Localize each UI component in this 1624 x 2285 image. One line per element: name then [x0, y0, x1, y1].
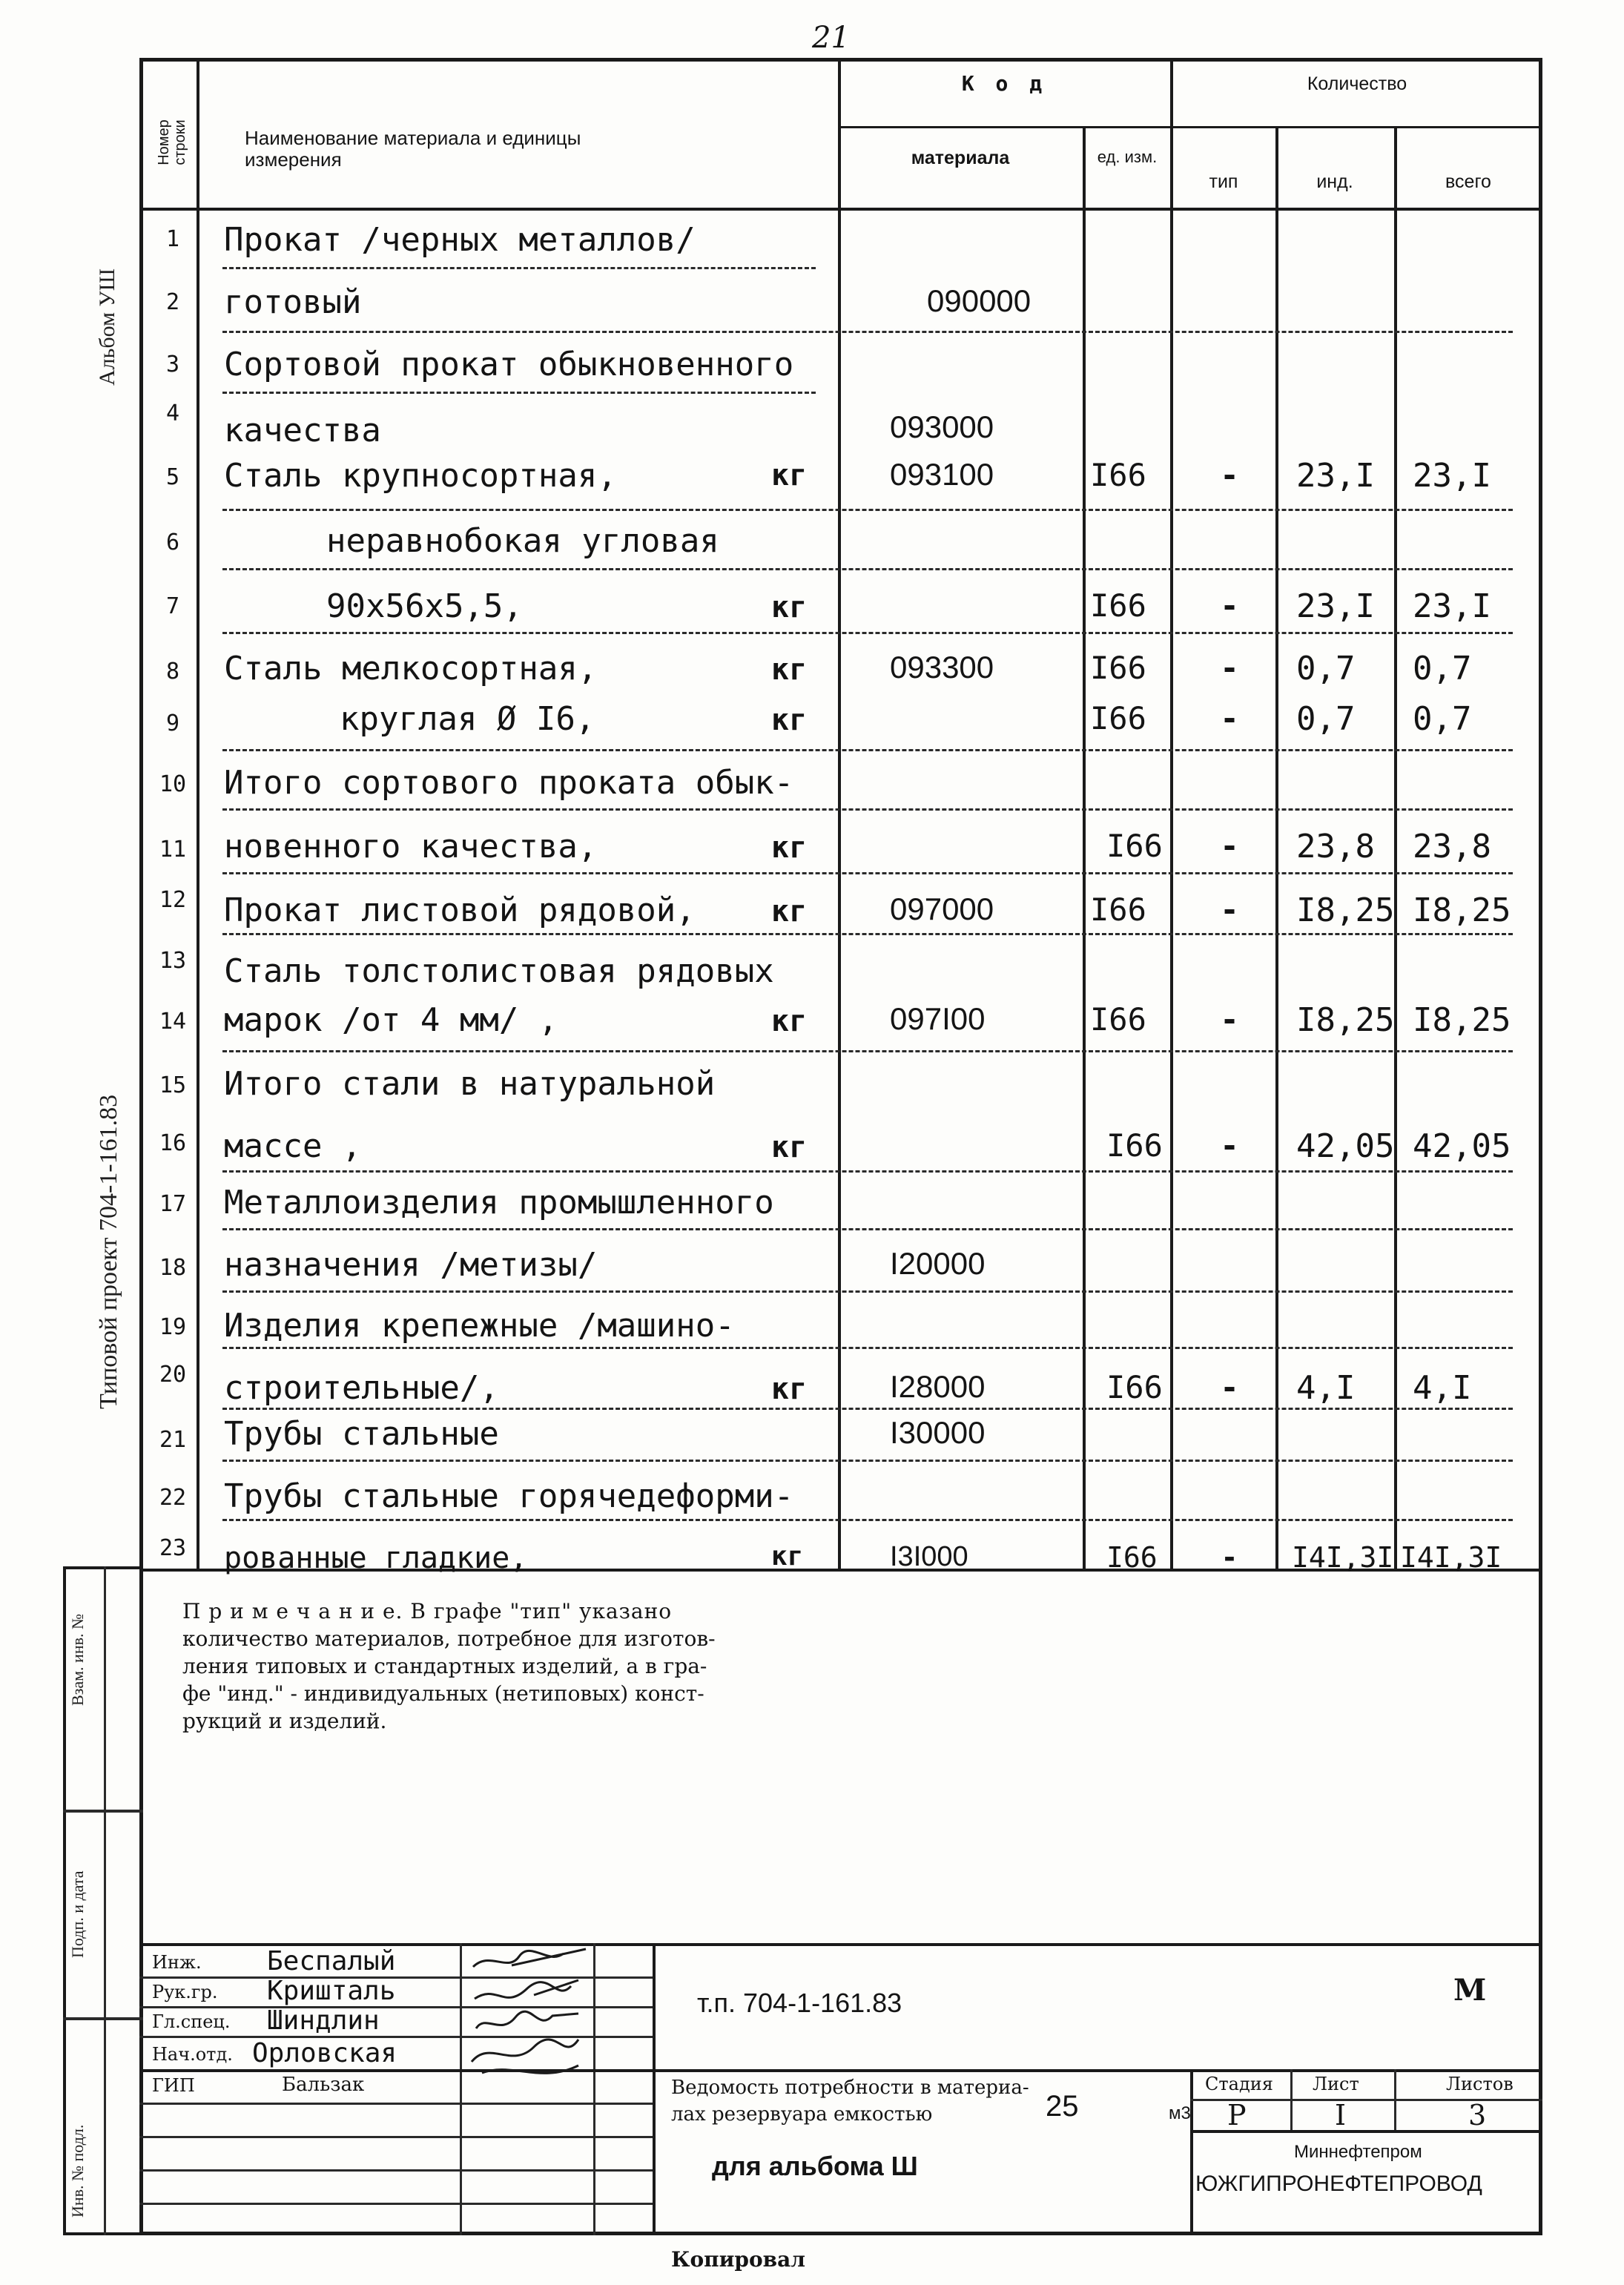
material-name: марок /от 4 мм/ , — [224, 1001, 558, 1039]
qty-tip: - — [1220, 587, 1239, 624]
qty-total: I8,25 — [1413, 891, 1511, 929]
row-number: 11 — [159, 837, 187, 863]
signer-name: Кришталь — [267, 1976, 396, 2006]
qty-ind: I8,25 — [1296, 891, 1395, 929]
unit-code: I66 — [1106, 828, 1163, 864]
row-number: 1 — [165, 226, 180, 252]
material-name: Итого стали в натуральной — [224, 1065, 716, 1103]
note — [182, 1598, 872, 1735]
material-name: Итого сортового проката обык- — [224, 764, 794, 802]
signer-name: Беспалый — [267, 1946, 396, 1976]
material-code: 093100 — [890, 457, 994, 492]
header-bottom-line — [139, 208, 1542, 211]
qty-tip: - — [1221, 1541, 1238, 1574]
material-name: 90x56x5,5, — [326, 587, 523, 625]
row-number: 16 — [159, 1130, 187, 1156]
unit-label: кг — [771, 1130, 808, 1164]
material-code: I28000 — [890, 1369, 986, 1404]
unit-label: кг — [771, 458, 808, 492]
row-number: 21 — [159, 1427, 187, 1453]
material-code: I3I000 — [890, 1541, 968, 1572]
header-row-number: Номер строки — [156, 119, 188, 165]
unit-code: I66 — [1090, 457, 1146, 493]
unit-label: кг — [771, 831, 808, 865]
qty-tip: - — [1220, 891, 1239, 928]
material-name: Сталь мелкосортная, — [224, 650, 598, 688]
qty-ind: I4I,3I — [1292, 1541, 1394, 1574]
sheet-value: I — [1335, 2099, 1347, 2131]
qty-ind: 23,8 — [1296, 828, 1375, 865]
row-number: 14 — [159, 1009, 187, 1035]
row-number: 8 — [165, 659, 180, 685]
material-name: назначения /метизы/ — [224, 1246, 598, 1284]
material-name: новенного качества, — [224, 828, 598, 865]
qty-tip: - — [1220, 1127, 1239, 1164]
header-qty-ind: инд. — [1316, 171, 1353, 192]
note-line: количество материалов, потребное для изготов- — [182, 1626, 716, 1651]
unit-code: I66 — [1090, 587, 1146, 624]
material-name: Сортовой прокат обыкновенного — [224, 346, 794, 383]
stage-label: Стадия — [1205, 2074, 1273, 2094]
qty-ind: 23,I — [1296, 457, 1375, 495]
material-name: Прокат /черных металлов/ — [224, 221, 696, 259]
row-number: 19 — [159, 1314, 187, 1340]
signatures — [467, 1943, 593, 2091]
role-label: ГИП — [152, 2075, 195, 2096]
material-name: Прокат листовой рядовой, — [224, 891, 696, 929]
unit-label: кг — [771, 590, 808, 624]
row-number: 9 — [165, 710, 180, 736]
material-name: Изделия крепежные /машино- — [224, 1307, 735, 1345]
qty-ind: 42,05 — [1296, 1127, 1395, 1165]
material-name: Сталь толстолистовая рядовых — [224, 952, 774, 990]
header-code-material: материала — [911, 148, 1010, 168]
signer-name: Шиндлин — [267, 2005, 380, 2036]
qty-total: I8,25 — [1413, 1001, 1511, 1039]
qty-ind: I8,25 — [1296, 1001, 1395, 1039]
note-line: П р и м е ч а н и е. В графе "тип" указано — [182, 1599, 673, 1623]
sidebar-project-label: Типовой проект 704-1-161.83 — [95, 1094, 122, 1409]
page-number: 21 — [812, 21, 850, 55]
sheet-label: Лист — [1313, 2074, 1359, 2094]
header-qty-tip: тип — [1209, 171, 1238, 192]
sheet-description: Ведомость потребности в материа- — [671, 2077, 1029, 2099]
material-name: Трубы стальные горячедеформи- — [224, 1477, 794, 1515]
qty-total: 23,I — [1413, 457, 1491, 495]
sheet-description: лах резервуара емкостью — [671, 2103, 933, 2126]
sidebar-album-label: Альбом УШ — [95, 268, 119, 386]
unit-label: кг — [771, 703, 808, 737]
qty-total: 23,8 — [1413, 828, 1491, 865]
capacity-unit: м3 — [1169, 2103, 1191, 2123]
sheet-code: М — [1453, 1973, 1487, 2008]
row-number: 10 — [159, 771, 187, 797]
sidebar-inv-label: Взам. инв. № — [68, 1614, 87, 1706]
qty-tip: - — [1220, 700, 1239, 736]
unit-label: кг — [771, 1372, 808, 1406]
qty-ind: 0,7 — [1296, 650, 1356, 688]
header-quantity: Количество — [1307, 73, 1407, 94]
qty-tip: - — [1220, 457, 1239, 493]
sidebar-sign-label: Подп. и дата — [68, 1870, 87, 1958]
material-code: 090000 — [927, 283, 1031, 318]
header-name: Наименование материала и единицы измерения — [245, 127, 581, 171]
unit-code: I66 — [1090, 891, 1146, 928]
unit-code: I66 — [1106, 1127, 1163, 1164]
row-number: 12 — [159, 887, 187, 913]
material-code: 093300 — [890, 650, 994, 685]
note-line: фе "инд." - индивидуальных (нетиповых) конст- — [182, 1681, 704, 1706]
material-code: 097000 — [890, 891, 994, 926]
row-number: 4 — [165, 400, 180, 426]
copied-label: Копировал — [671, 2247, 806, 2272]
unit-code: I66 — [1090, 700, 1146, 736]
unit-code: I66 — [1106, 1369, 1163, 1405]
material-code: I20000 — [890, 1246, 986, 1281]
row-number: 23 — [159, 1535, 187, 1561]
row-number: 22 — [159, 1485, 187, 1511]
capacity-value: 25 — [1046, 2090, 1079, 2123]
header-code-unit: ед. изм. — [1097, 148, 1158, 166]
qty-tip: - — [1220, 1369, 1239, 1405]
role-label: Инж. — [152, 1952, 202, 1973]
qty-tip: - — [1220, 1001, 1239, 1038]
qty-tip: - — [1220, 828, 1239, 864]
material-name: Сталь крупносортная, — [224, 457, 617, 495]
row-number: 13 — [159, 948, 187, 974]
unit-code: I66 — [1090, 650, 1146, 686]
header-code: К о д — [961, 71, 1047, 96]
unit-code: I66 — [1106, 1541, 1158, 1574]
material-name: строительные/, — [224, 1369, 499, 1407]
material-name: круглая Ø I6, — [340, 700, 595, 738]
qty-total: 0,7 — [1413, 700, 1472, 738]
project-code: т.п. 704-1-161.83 — [697, 1988, 902, 2018]
note-line: рукций и изделий. — [182, 1708, 387, 1733]
material-name: неравнобокая угловая — [326, 522, 719, 560]
qty-total: 23,I — [1413, 587, 1491, 625]
qty-total: 0,7 — [1413, 650, 1472, 688]
role-label: Нач.отд. — [152, 2044, 233, 2065]
qty-total: 4,I — [1413, 1369, 1472, 1407]
material-code: 093000 — [890, 409, 994, 444]
note-line: ления типовых и стандартных изделий, а в гра- — [182, 1653, 707, 1678]
sheets-value: 3 — [1468, 2099, 1487, 2131]
qty-total: 42,05 — [1413, 1127, 1511, 1165]
material-name: качества — [224, 412, 381, 449]
qty-total: I4I,3I — [1400, 1541, 1502, 1574]
organization-institute: ЮЖГИПРОНЕФТЕПРОВОД — [1195, 2172, 1482, 2196]
qty-ind: 0,7 — [1296, 700, 1356, 738]
unit-label: кг — [771, 653, 808, 687]
qty-tip: - — [1220, 650, 1239, 686]
row-number: 15 — [159, 1072, 187, 1098]
qty-ind: 4,I — [1296, 1369, 1356, 1407]
row-number: 17 — [159, 1191, 187, 1217]
row-number: 18 — [159, 1255, 187, 1281]
material-code: I30000 — [890, 1415, 986, 1450]
row-number: 20 — [159, 1362, 187, 1388]
signer-name: Орловская — [252, 2038, 397, 2068]
unit-label: кг — [771, 1541, 804, 1572]
album-title: для альбома Ш — [712, 2151, 918, 2181]
unit-label: кг — [771, 894, 808, 929]
material-name: готовый — [224, 283, 362, 321]
organization-ministry: Миннефтепром — [1294, 2142, 1422, 2162]
row-number: 6 — [165, 530, 180, 555]
signer-name: Бальзак — [282, 2074, 365, 2096]
material-name: массе , — [224, 1127, 362, 1165]
qty-ind: 23,I — [1296, 587, 1375, 625]
role-label: Гл.спец. — [152, 2011, 231, 2032]
material-code: 097I00 — [890, 1001, 986, 1036]
material-name: Металлоизделия промышленного — [224, 1184, 774, 1221]
row-number: 5 — [165, 464, 180, 490]
row-number: 2 — [165, 289, 180, 315]
sidebar-inv-orig-label: Инв. № подл. — [68, 2124, 87, 2218]
role-label: Рук.гр. — [152, 1982, 218, 2002]
unit-label: кг — [771, 1004, 808, 1038]
material-name: Трубы стальные — [224, 1415, 499, 1453]
row-number: 7 — [165, 593, 180, 619]
stage-value: Р — [1227, 2099, 1247, 2131]
header-qty-total: всего — [1445, 171, 1491, 192]
sheets-label: Листов — [1446, 2074, 1514, 2094]
unit-code: I66 — [1090, 1001, 1146, 1038]
material-name: рованные гладкие, — [224, 1541, 528, 1575]
row-number: 3 — [165, 352, 180, 377]
